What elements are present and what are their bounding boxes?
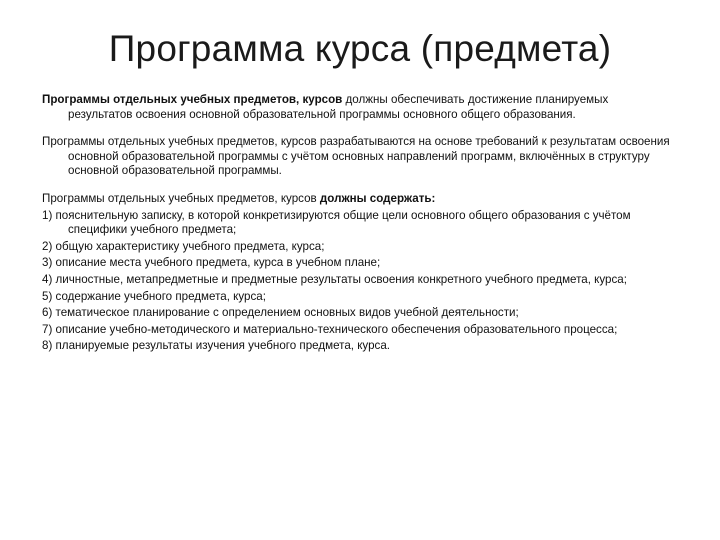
paragraph-requirements	[42, 93, 672, 122]
list-item: 6) тематическое планирование с определением основных видов учебной деятельности;	[42, 306, 519, 320]
list-item: 2) общую характеристику учебного предмета, курса;	[42, 239, 325, 253]
slide-title: Программа курса (предмета)	[108, 28, 612, 69]
contents-intro	[42, 192, 672, 207]
paragraph-requirements-text: должны обеспечивать достижение планируемых результатов освоения основной образовательной программы основного общего образования.	[68, 93, 609, 121]
paragraph-requirements-lead: Программы отдельных учебных предметов, курсов	[42, 93, 343, 106]
paragraph-development: Программы отдельных учебных предметов, курсов разрабатываются на основе требований к результатам освоения основной образовательной программы с учётом основных направлений программ, включённых в структуру основной образовательной программы.	[42, 135, 670, 178]
list-item: 1) пояснительную записку, в которой конкретизируются общие цели основного общего образования с учётом специфики учебного предмета;	[42, 208, 631, 237]
contents-intro-bold: должны содержать:	[319, 191, 436, 205]
list-item: 7) описание учебно-методического и материально-технического обеспечения образовательного процесса;	[42, 322, 618, 336]
contents-list	[42, 192, 672, 354]
contents-intro-text: Программы отдельных учебных предметов, курсов	[42, 191, 320, 205]
list-item: 3) описание места учебного предмета, курса в учебном плане;	[42, 256, 381, 270]
list-item: 4) личностные, метапредметные и предметные результаты освоения конкретного учебного предмета, курса;	[42, 272, 627, 286]
slide-body	[42, 93, 672, 356]
list-item: 5) содержание учебного предмета, курса;	[42, 289, 266, 303]
list-item: 8) планируемые результаты изучения учебного предмета, курса.	[42, 339, 390, 353]
